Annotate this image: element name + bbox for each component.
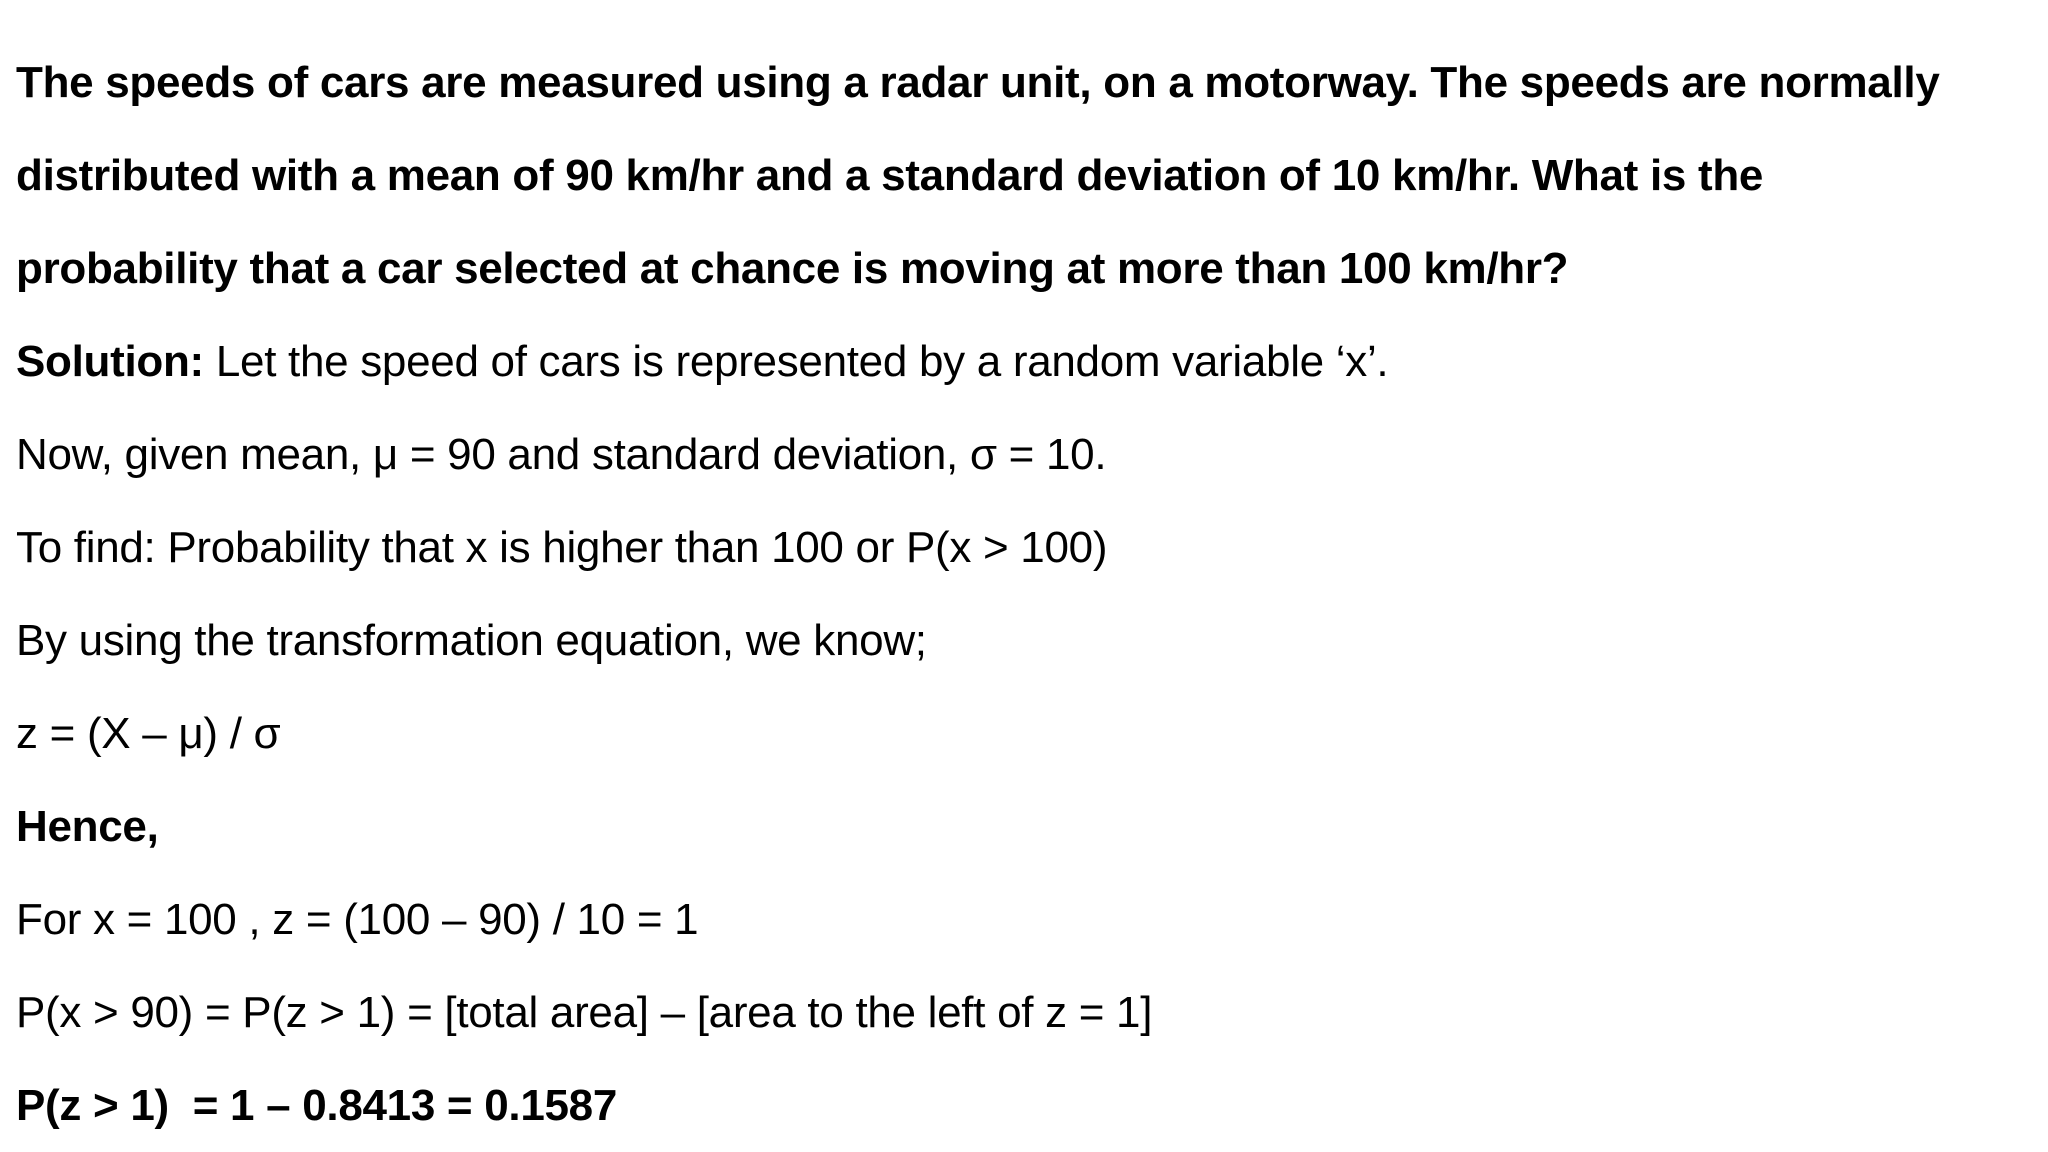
- method-line: By using the transformation equation, we know;: [16, 616, 927, 665]
- solution-label: Solution:: [16, 337, 204, 386]
- formula-line: z = (X – μ) / σ: [16, 709, 281, 758]
- given-line: Now, given mean, μ = 90 and standard deviation, σ = 10.: [16, 430, 1107, 479]
- hence-line: Hence,: [16, 802, 159, 851]
- compute-z-line: For x = 100 , z = (100 – 90) / 10 = 1: [16, 895, 699, 944]
- area-expression-line: P(x > 90) = P(z > 1) = [total area] – [area to the left of z = 1]: [16, 988, 1153, 1037]
- question-line-1: The speeds of cars are measured using a radar unit, on a motorway. The speeds are normally: [16, 58, 1940, 107]
- question-line-2: distributed with a mean of 90 km/hr and a standard deviation of 10 km/hr. What is the: [16, 151, 1764, 200]
- question-line-3: probability that a car selected at chance is moving at more than 100 km/hr?: [16, 244, 1569, 293]
- document-body: [16, 36, 2026, 1152]
- solution-intro-line: [16, 315, 2026, 408]
- solution-intro-text: Let the speed of cars is represented by a random variable ‘x’.: [203, 337, 1389, 386]
- result-line: P(z > 1) = 1 – 0.8413 = 0.1587: [16, 1081, 618, 1130]
- to-find-line: To find: Probability that x is higher than 100 or P(x > 100): [16, 523, 1108, 572]
